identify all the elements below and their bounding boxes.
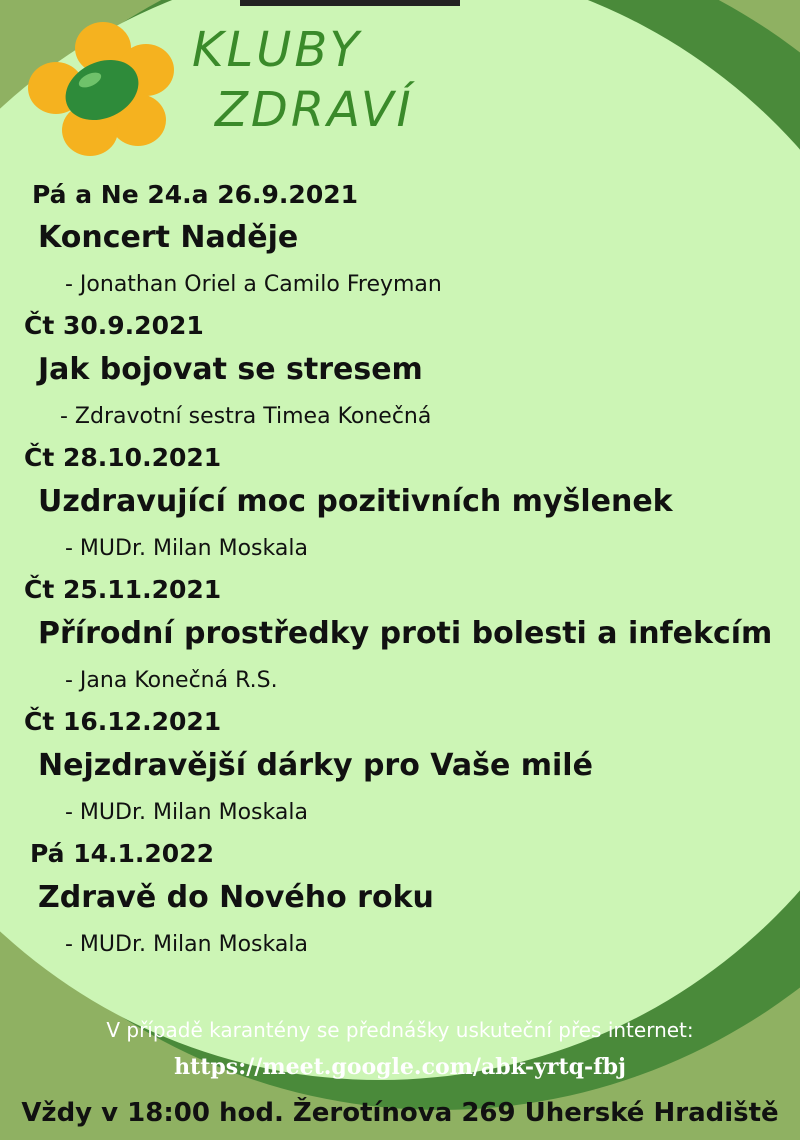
brand-title-line1: KLUBY xyxy=(192,22,362,78)
event-date: Pá 14.1.2022 xyxy=(30,839,214,868)
event-title: Nejzdravější dárky pro Vaše milé xyxy=(38,748,593,783)
event-speaker: - Zdravotní sestra Timea Konečná xyxy=(60,404,432,429)
event-title: Přírodní prostředky proti bolesti a infekcím xyxy=(38,616,773,651)
event-date: Čt 25.11.2021 xyxy=(24,575,222,604)
event-date: Čt 30.9.2021 xyxy=(24,311,204,340)
flower-logo-icon xyxy=(28,18,178,158)
event-title: Koncert Naděje xyxy=(38,220,299,255)
brand-title-line2: ZDRAVÍ xyxy=(215,82,414,138)
event-speaker: - MUDr. Milan Moskala xyxy=(65,932,308,957)
event-title: Jak bojovat se stresem xyxy=(38,352,423,387)
meeting-link[interactable]: https://meet.google.com/abk-yrtq-fbj xyxy=(174,1054,626,1080)
event-speaker: - Jana Konečná R.S. xyxy=(65,668,278,693)
event-date: Pá a Ne 24.a 26.9.2021 xyxy=(32,180,359,209)
event-date: Čt 28.10.2021 xyxy=(24,443,222,472)
event-speaker: - MUDr. Milan Moskala xyxy=(65,536,308,561)
event-date: Čt 16.12.2021 xyxy=(24,707,222,736)
top-strip xyxy=(240,0,460,6)
event-speaker: - MUDr. Milan Moskala xyxy=(65,800,308,825)
quarantine-note: V případě karantény se přednášky uskuteční přes internet: xyxy=(106,1018,694,1042)
event-title: Uzdravující moc pozitivních myšlenek xyxy=(38,484,673,519)
event-speaker: - Jonathan Oriel a Camilo Freyman xyxy=(65,272,442,297)
venue-time: Vždy v 18:00 hod. Žerotínova 269 Uherské Hradiště xyxy=(21,1098,779,1128)
event-title: Zdravě do Nového roku xyxy=(38,880,434,915)
